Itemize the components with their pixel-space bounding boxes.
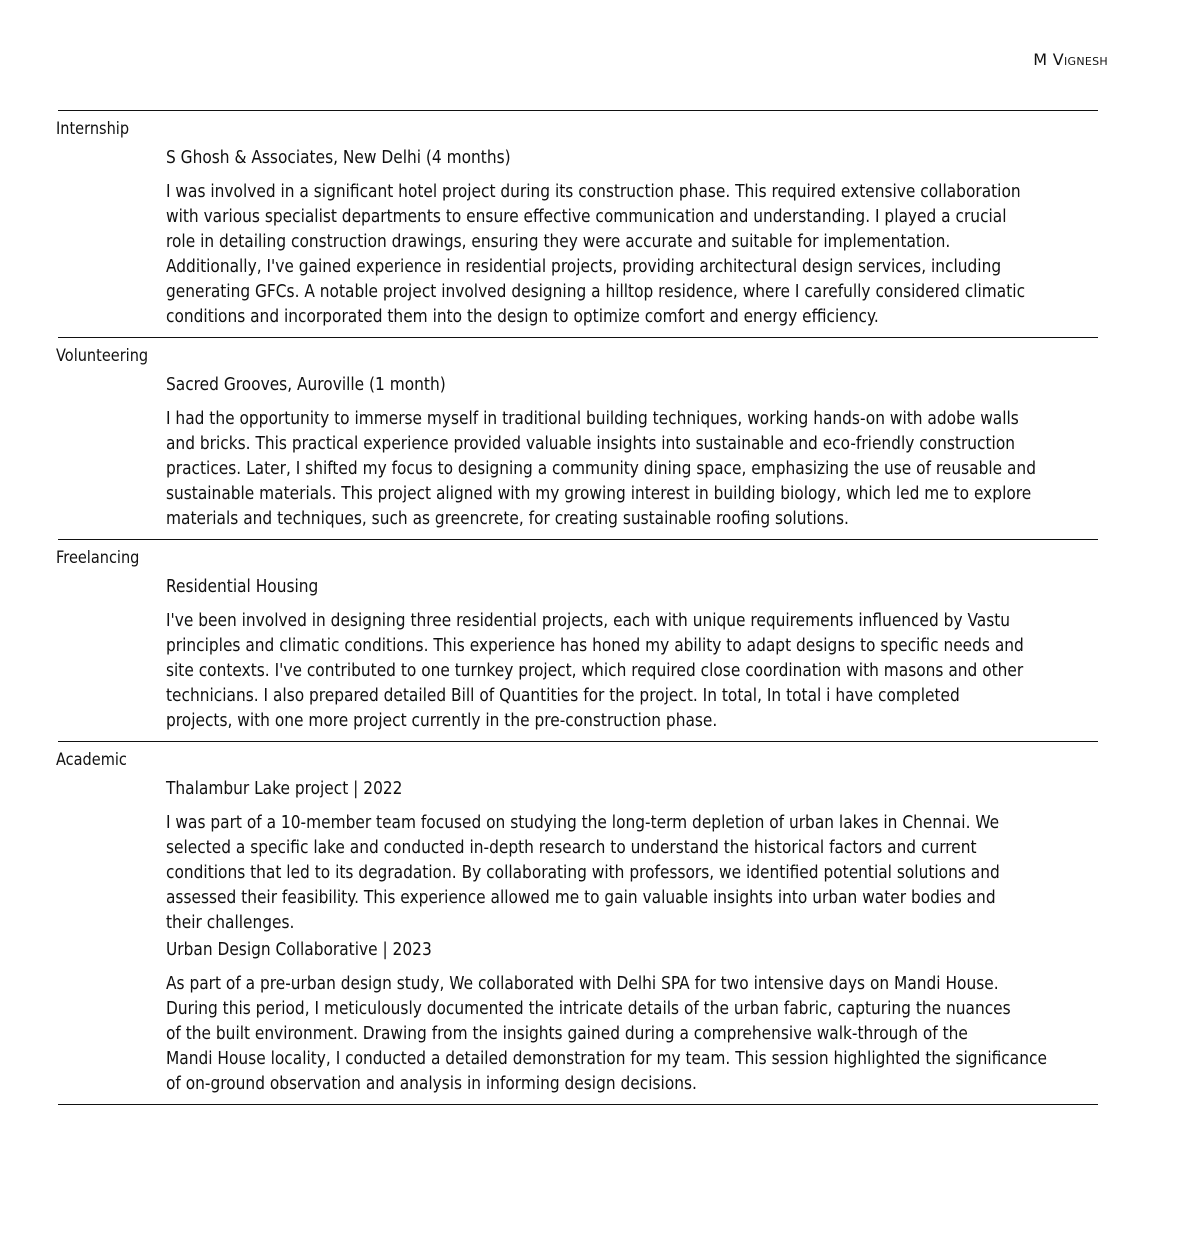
entry-description: [166, 972, 1081, 1097]
description-line: role in detailing construction drawings, ensuring they were accurate and suitable for implementation.: [166, 232, 951, 252]
description-line: I had the opportunity to immerse myself in traditional building techniques, working hands-on with adobe walls: [166, 409, 1019, 429]
entry: [166, 938, 1096, 1097]
entry-description: [166, 407, 1081, 532]
entry-title: Residential Housing: [166, 577, 319, 597]
description-line: projects, with one more project currently in the pre-construction phase.: [166, 711, 718, 731]
description-line: sustainable materials. This project aligned with my growing interest in building biology, which led me to explore: [166, 484, 1032, 504]
description-line: materials and techniques, such as greencrete, for creating sustainable roofing solutions.: [166, 509, 849, 529]
description-line: principles and climatic conditions. This experience has honed my ability to adapt designs to specific needs and: [166, 636, 1024, 656]
description-line: As part of a pre-urban design study, We collaborated with Delhi SPA for two intensive days on Mandi House.: [166, 974, 999, 994]
description-line: I was part of a 10-member team focused on studying the long-term depletion of urban lakes in Chennai. We: [166, 813, 1000, 833]
entry-title: Urban Design Collaborative | 2023: [166, 940, 432, 960]
description-line: generating GFCs. A notable project involved designing a hilltop residence, where I carefully considered climatic: [166, 282, 1026, 302]
section-title: Internship: [56, 119, 130, 138]
entry: [166, 373, 1096, 532]
description-line: practices. Later, I shifted my focus to designing a community dining space, emphasizing the use of reusable and: [166, 459, 1036, 479]
section-title: Academic: [56, 750, 127, 769]
description-line: conditions that led to its degradation. By collaborating with professors, we identified potential solutions and: [166, 863, 1000, 883]
section-volunteering: [58, 338, 1098, 540]
entry-description: [166, 811, 1081, 936]
description-line: selected a specific lake and conducted in-depth research to understand the historical factors and current: [166, 838, 977, 858]
description-line: of the built environment. Drawing from the insights gained during a comprehensive walk-through of the: [166, 1024, 968, 1044]
section-title: Volunteering: [56, 346, 149, 365]
entry-description: [166, 609, 1081, 734]
description-line: site contexts. I've contributed to one turnkey project, which required close coordination with masons and other: [166, 661, 1024, 681]
section-title: Freelancing: [56, 548, 140, 567]
entry-title: S Ghosh & Associates, New Delhi (4 months): [166, 148, 511, 168]
entry-title: Sacred Grooves, Auroville (1 month): [166, 375, 446, 395]
description-line: conditions and incorporated them into the design to optimize comfort and energy efficiency.: [166, 307, 879, 327]
entry: [166, 777, 1096, 936]
description-line: of on-ground observation and analysis in informing design decisions.: [166, 1074, 697, 1094]
section-internship: [58, 111, 1098, 338]
description-line: Additionally, I've gained experience in residential projects, providing architectural design services, including: [166, 257, 1002, 277]
description-line: technicians. I also prepared detailed Bill of Quantities for the project. In total, In total i have completed: [166, 686, 960, 706]
description-line: I was involved in a significant hotel project during its construction phase. This required extensive collaboration: [166, 182, 1021, 202]
description-line: During this period, I meticulously documented the intricate details of the urban fabric, capturing the nuances: [166, 999, 1011, 1019]
description-line: assessed their feasibility. This experience allowed me to gain valuable insights into urban water bodies and: [166, 888, 996, 908]
description-line: with various specialist departments to ensure effective communication and understanding. I played a crucial: [166, 207, 1007, 227]
section-academic: [58, 742, 1098, 1105]
entry-description: [166, 180, 1081, 330]
entry-title: Thalambur Lake project | 2022: [166, 779, 403, 799]
experience-sections: [58, 110, 1098, 1105]
description-line: I've been involved in designing three residential projects, each with unique requirements influenced by Vastu: [166, 611, 1011, 631]
author-name: M Vignesh: [1033, 50, 1108, 69]
section-freelancing: [58, 540, 1098, 742]
description-line: and bricks. This practical experience provided valuable insights into sustainable and eco-friendly construction: [166, 434, 1016, 454]
entry: [166, 146, 1096, 330]
entry: [166, 575, 1096, 734]
description-line: Mandi House locality, I conducted a detailed demonstration for my team. This session highlighted the significance: [166, 1049, 1047, 1069]
description-line: their challenges.: [166, 913, 295, 933]
